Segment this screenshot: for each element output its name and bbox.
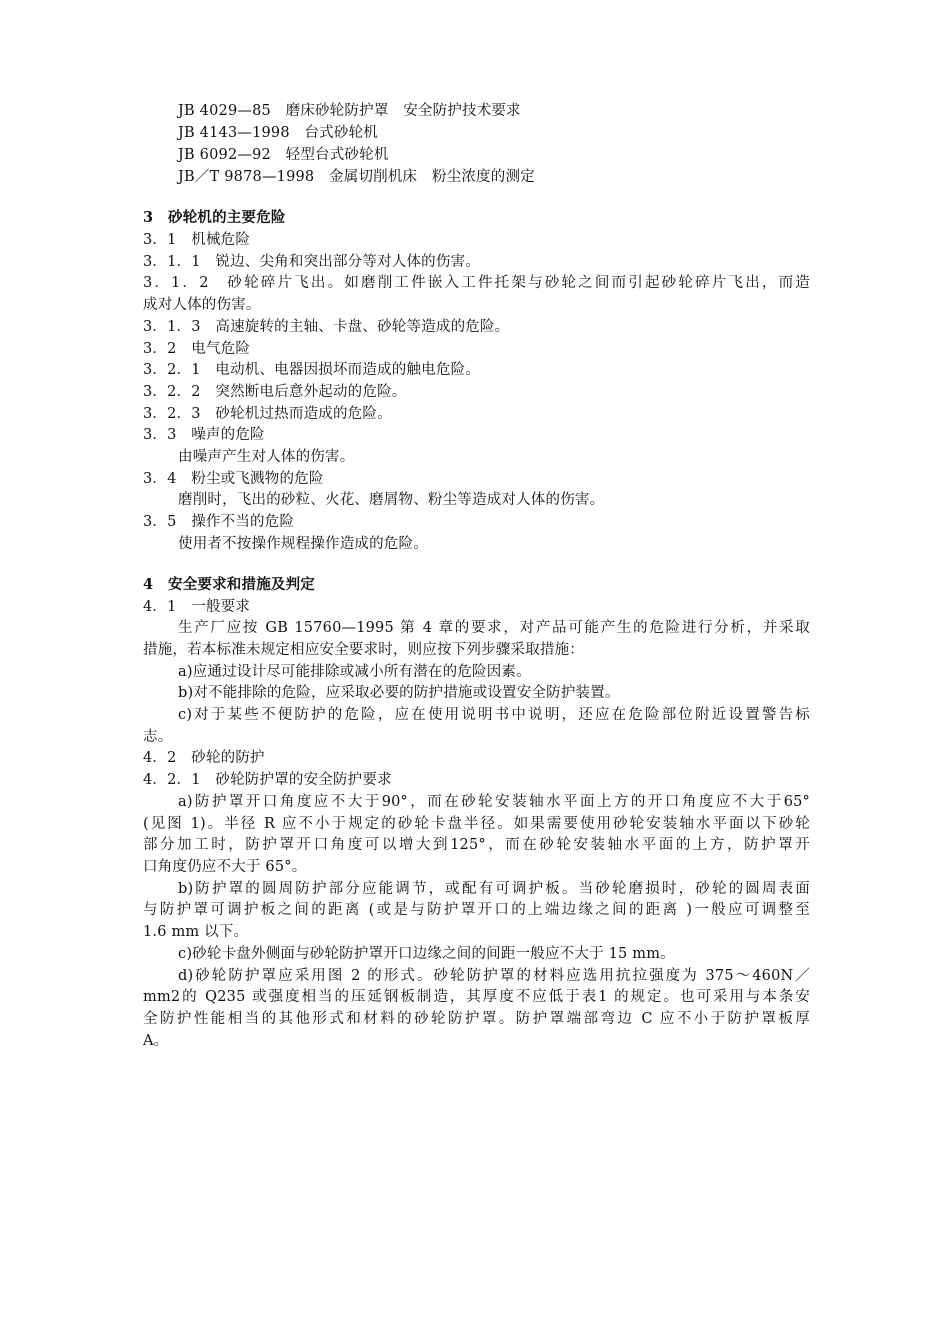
list-item: 1.6 mm 以下。 [143,924,249,940]
clause-line: 3．2．1 电动机、电器因损坏而造成的触电危险。 [143,362,480,378]
list-item: d)砂轮防护罩应采用图 2 的形式。砂轮防护罩的材料应选用抗拉强度为 375～460N／ [178,968,810,984]
list-item: b)防护罩的圆周防护部分应能调节，或配有可调护板。当砂轮磨损时，砂轮的圆周表面 [178,881,810,897]
list-item: c)砂轮卡盘外侧面与砂轮防护罩开口边缘之间的间距一般应不大于 15 mm。 [178,946,675,962]
clause-line: 3．1．1 锐边、尖角和突出部分等对人体的伤害。 [143,254,480,270]
list-item: 与防护罩可调护板之间的距离 (或是与防护罩开口的上端边缘之间的距离 )一般应可调整至 [143,902,810,918]
subsection-heading: 3．3 噪声的危险 [143,427,265,443]
list-item: mm2的 Q235 或强度相当的压延钢板制造，其厚度不应低于表1 的规定。也可采用与本条安 [143,989,810,1005]
list-item: a)防护罩开口角度应不大于90°，而在砂轮安装轴水平面上方的开口角度应不大于65° [178,794,810,810]
reference-line: JB 4029—85 磨床砂轮防护罩 安全防护技术要求 [178,103,521,119]
section-heading: 3 砂轮机的主要危险 [143,209,286,226]
reference-line: JB／T 9878—1998 金属切削机床 粉尘浓度的测定 [178,169,535,185]
subsection-heading: 3．2 电气危险 [143,341,251,357]
clause-line: 3．2．2 突然断电后意外起动的危险。 [143,384,407,400]
clause-line: 4．2．1 砂轮防护罩的安全防护要求 [143,772,392,788]
subsection-heading: 3．4 粉尘或飞溅物的危险 [143,471,324,487]
subsection-heading: 4．2 砂轮的防护 [143,750,265,766]
clause-line: 3．1．3 高速旋转的主轴、卡盘、砂轮等造成的危险。 [143,319,510,335]
reference-line: JB 4143—1998 台式砂轮机 [178,125,378,141]
list-item: 部分加工时，防护罩开口角度可以增大到125°，而在砂轮安装轴水平面的上方，防护罩开 [143,837,810,853]
list-item: 口角度仍应不大于 65°。 [143,859,307,875]
body-paragraph: 由噪声产生对人体的伤害。 [178,449,355,465]
body-paragraph: 磨削时，飞出的砂粒、火花、磨屑物、粉尘等造成对人体的伤害。 [178,492,605,508]
clause-line: 成对人体的伤害。 [143,297,261,313]
list-item: c)对于某些不便防护的危险，应在使用说明书中说明，还应在危险部位附近设置警告标 [178,707,810,723]
subsection-heading: 3．5 操作不当的危险 [143,514,295,530]
list-item: b)对不能排除的危险，应采取必要的防护措施或设置安全防护装置。 [178,685,620,701]
body-paragraph: 措施，若本标准未规定相应安全要求时，则应按下列步骤采取措施： [143,642,584,658]
reference-line: JB 6092—92 轻型台式砂轮机 [178,147,389,163]
list-item: A。 [143,1033,169,1049]
clause-line: 3．2．3 砂轮机过热而造成的危险。 [143,406,392,422]
list-item: a)应通过设计尽可能排除或减小所有潜在的危险因素。 [178,664,531,680]
body-paragraph: 使用者不按操作规程操作造成的危险。 [178,536,428,552]
subsection-heading: 4．1 一般要求 [143,599,251,615]
section-heading: 4 安全要求和措施及判定 [143,576,315,593]
subsection-heading: 3．1 机械危险 [143,232,251,248]
list-item: 全防护性能相当的其他形式和材料的砂轮防护罩。防护罩端部弯边 C 应不小于防护罩板厚 [143,1011,810,1027]
list-item: (见图 1)。半径 R 应不小于规定的砂轮卡盘半径。如果需要使用砂轮安装轴水平面以下砂轮 [143,816,810,832]
body-paragraph: 生产厂应按 GB 15760—1995 第 4 章的要求，对产品可能产生的危险进行分析，并采取 [178,620,810,636]
list-item: 志。 [143,729,173,745]
clause-line: 3．1．2 砂轮碎片飞出。如磨削工件嵌入工件托架与砂轮之间而引起砂轮碎片飞出，而造 [143,275,810,291]
